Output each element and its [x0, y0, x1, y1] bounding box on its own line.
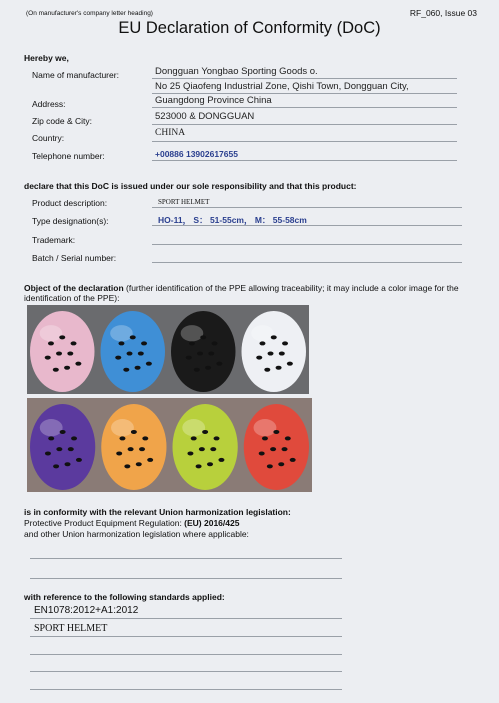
conformity-line-1	[24, 518, 239, 528]
helmet-image	[242, 311, 307, 392]
zip-value: 523000 & DONGGUAN	[155, 111, 255, 122]
object-paragraph	[24, 283, 482, 303]
field-line	[30, 654, 342, 655]
field-line	[152, 262, 462, 263]
declare-statement: declare that this DoC is issued under our sole responsibility and that this product:	[24, 181, 357, 191]
object-text-1: (further identification of the PPE allowing traceability; it may include a color image for the	[123, 283, 459, 293]
helmet-image	[30, 311, 95, 392]
standard-item: SPORT HELMET	[34, 623, 108, 634]
country-value: CHINA	[155, 128, 186, 138]
field-line	[152, 93, 457, 94]
field-line	[152, 225, 462, 226]
product-description-label: Product description:	[32, 198, 108, 208]
object-text-2: identification of the PPE):	[24, 293, 120, 303]
regulation-text: Protective Product Equipment Regulation:	[24, 518, 185, 528]
helmet-row-2-graphic	[27, 398, 312, 492]
field-line	[30, 671, 342, 672]
country-label: Country:	[32, 133, 65, 143]
field-line	[152, 107, 457, 108]
object-heading: Object of the declaration	[24, 283, 124, 293]
manufacturer-name-value: Dongguan Yongbao Sporting Goods o.	[155, 66, 318, 77]
manufacturer-name-label: Name of manufacturer:	[32, 70, 119, 80]
field-line	[152, 207, 462, 208]
standard-item: EN1078:2012+A1:2012	[34, 605, 139, 616]
helmet-image	[30, 404, 95, 490]
product-description-value: SPORT HELMET	[158, 198, 210, 206]
standards-heading: with reference to the following standards applied:	[24, 592, 225, 602]
conformity-line-2: and other Union harmonization legislation where applicable:	[24, 529, 249, 539]
field-line	[152, 124, 457, 125]
helmet-photo-row-2	[27, 398, 312, 492]
type-designation-label: Type designation(s):	[32, 216, 109, 226]
helmet-image	[101, 311, 166, 392]
field-line	[30, 636, 342, 637]
document-reference: RF_060, Issue 03	[409, 8, 477, 18]
field-line	[152, 244, 462, 245]
intro-text: Hereby we,	[24, 53, 69, 63]
field-line	[30, 689, 342, 690]
helmet-image	[173, 404, 238, 490]
field-line	[30, 618, 342, 619]
address-line-1: No 25 Qiaofeng Industrial Zone, Qishi Town, Dongguan City,	[155, 81, 409, 92]
zip-label: Zip code & City:	[32, 116, 92, 126]
telephone-label: Telephone number:	[32, 151, 105, 161]
field-line	[152, 160, 457, 161]
helmet-row-1-graphic	[27, 305, 309, 394]
field-line	[152, 141, 457, 142]
regulation-number: (EU) 2016/425	[184, 518, 240, 528]
helmet-image	[101, 404, 166, 490]
telephone-value: +00886 13902617655	[155, 149, 238, 159]
field-line	[30, 558, 342, 559]
address-line-2: Guangdong Province China	[155, 95, 272, 106]
helmet-image	[171, 311, 236, 392]
page-title: EU Declaration of Conformity (DoC)	[118, 19, 381, 37]
field-line	[30, 578, 342, 579]
field-line	[152, 78, 457, 79]
trademark-label: Trademark:	[32, 235, 76, 245]
type-designation-value: HO-11， S： 51-55cm， M： 55-58cm	[158, 215, 307, 225]
batch-serial-label: Batch / Serial number:	[32, 253, 117, 263]
conformity-heading: is in conformity with the relevant Union harmonization legislation:	[24, 507, 291, 517]
helmet-photo-row-1	[27, 305, 309, 394]
helmet-image	[244, 404, 309, 490]
header-note: (On manufacturer's company letter heading)	[26, 10, 153, 17]
address-label: Address:	[32, 99, 66, 109]
